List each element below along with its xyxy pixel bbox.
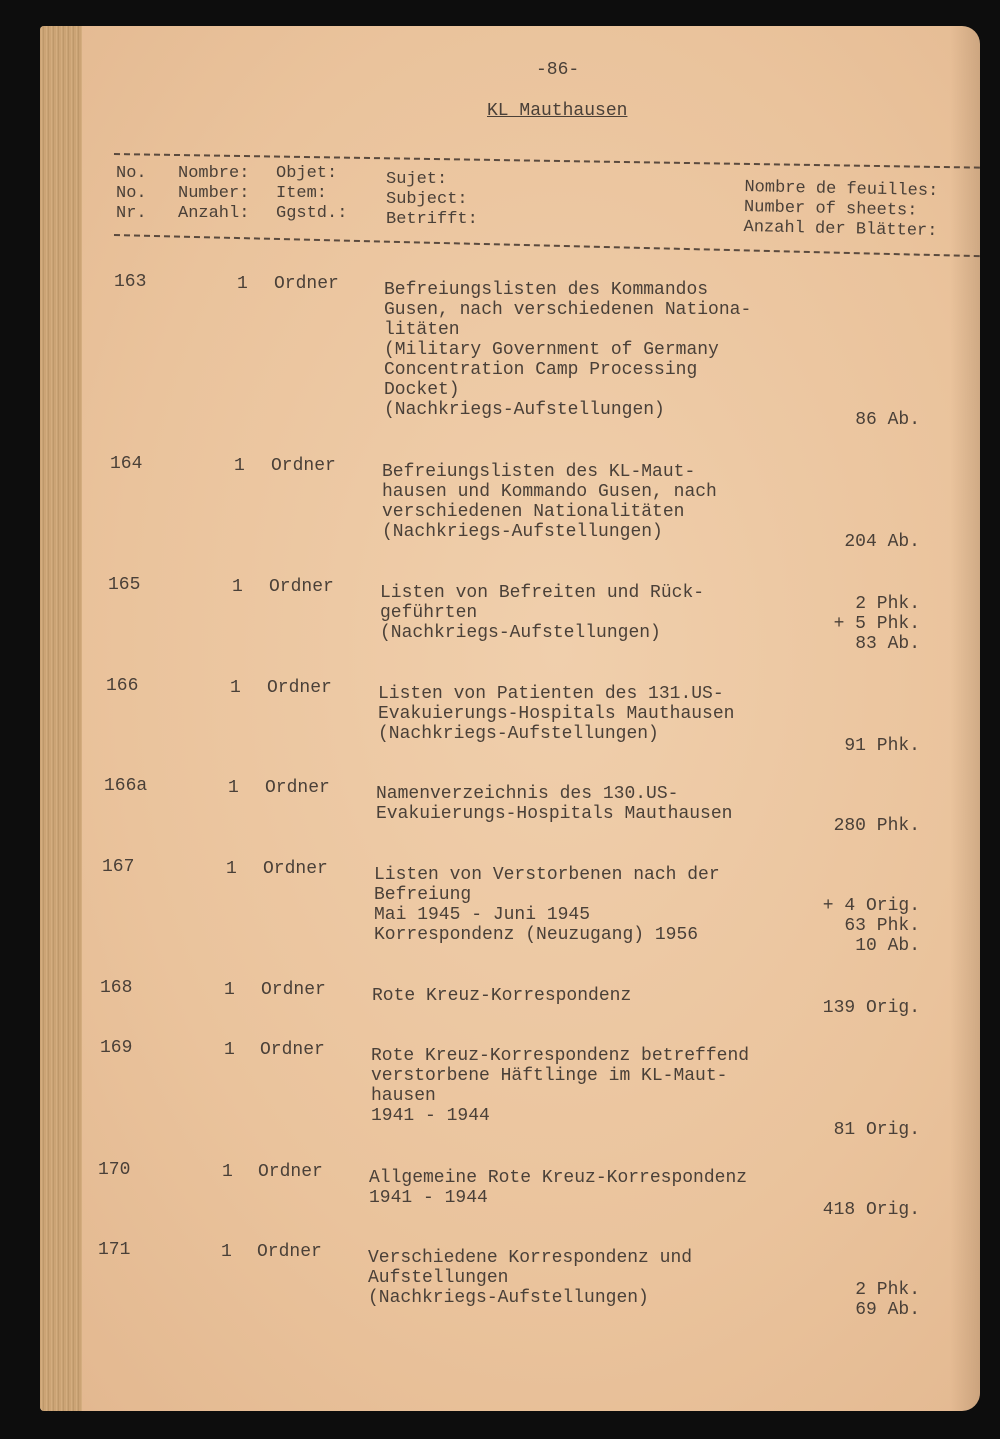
entry-number: 170 (98, 1160, 131, 1180)
entry-description (384, 280, 751, 420)
entry-number: 166a (104, 776, 148, 796)
description-line: verschiedenen Nationalitäten (382, 502, 685, 522)
description-line: Allgemeine Rote Kreuz-Korrespondenz (369, 1168, 748, 1188)
sheet-count: 63 Phk. (844, 916, 920, 936)
header-sheets: Nombre de feuilles: Number of sheets: Anzahl der Blätter: (743, 178, 939, 242)
sheet-count: 83 Ab. (855, 634, 920, 654)
entry-description (368, 1248, 692, 1308)
entry-count: 1 (222, 1162, 233, 1182)
entry-description (376, 784, 732, 824)
description-line: (Nachkriegs-Aufstellungen) (368, 1288, 649, 1308)
entry-description (374, 865, 720, 945)
entry-description (378, 684, 734, 744)
description-line: Evakuierungs-Hospitals Mauthausen (378, 704, 735, 724)
sheet-count: 69 Ab. (855, 1300, 920, 1320)
sheet-count: 418 Orig. (822, 1200, 920, 1220)
entry-item: Ordner (265, 778, 330, 798)
description-line: Mai 1945 - Juni 1945 (374, 905, 591, 925)
entry-description (371, 1046, 749, 1126)
description-line: Namenverzeichnis des 130.US- (376, 784, 679, 804)
sheet-count: 2 Phk. (855, 1280, 920, 1300)
entry-count: 1 (226, 859, 237, 879)
entry-item: Ordner (257, 1242, 322, 1262)
header-subject: Sujet: Subject: Betrifft: (386, 170, 478, 229)
entry-description (369, 1168, 747, 1208)
entry-number: 165 (108, 575, 141, 595)
description-line: (Nachkriegs-Aufstellungen) (382, 522, 663, 542)
description-line: Listen von Befreiten und Rück- (380, 583, 705, 603)
entry-item: Ordner (274, 274, 339, 294)
entry-item: Ordner (267, 678, 332, 698)
description-line: litäten (384, 320, 460, 340)
entry-item: Ordner (271, 456, 336, 476)
entry-item: Ordner (263, 859, 328, 879)
sheet-count: + 5 Phk. (833, 614, 920, 634)
entry-description (380, 583, 704, 643)
header-item: Objet: Item: Ggstd.: (276, 164, 348, 223)
description-line: Listen von Patienten des 131.US- (378, 684, 724, 704)
sheet-count: 204 Ab. (844, 532, 920, 552)
description-line: Listen von Verstorbenen nach der (374, 865, 720, 885)
entry-number: 166 (106, 676, 139, 696)
description-line: (Nachkriegs-Aufstellungen) (380, 623, 661, 643)
entry-description (382, 462, 717, 542)
sheet-count: 86 Ab. (855, 410, 920, 430)
entry-number: 168 (100, 978, 133, 998)
description-line: 1941 - 1944 (371, 1106, 490, 1126)
page-shadow (950, 26, 980, 1411)
document-page (40, 26, 980, 1411)
entry-count: 1 (224, 1040, 235, 1060)
description-line: Concentration Camp Processing (384, 360, 698, 380)
description-line: (Nachkriegs-Aufstellungen) (384, 400, 665, 420)
sheet-count: 81 Orig. (833, 1120, 920, 1140)
description-line: Rote Kreuz-Korrespondenz (372, 986, 632, 1006)
entry-item: Ordner (269, 577, 334, 597)
description-line: Korrespondenz (Neuzugang) 1956 (374, 925, 699, 945)
entry-number: 169 (100, 1038, 133, 1058)
header-number: Nombre: Number: Anzahl: (178, 164, 250, 223)
entry-number: 167 (102, 857, 135, 877)
description-line: (Nachkriegs-Aufstellungen) (378, 724, 659, 744)
sheet-count: 280 Phk. (833, 816, 920, 836)
entry-item: Ordner (258, 1162, 323, 1182)
page-title: KL Mauthausen (487, 101, 628, 121)
description-line: (Military Government of Germany (384, 340, 719, 360)
entry-item: Ordner (260, 1040, 325, 1060)
description-line: hausen (371, 1086, 436, 1106)
entry-count: 1 (230, 678, 241, 698)
sheet-count: 139 Orig. (822, 998, 920, 1018)
description-line: Aufstellungen (368, 1268, 509, 1288)
sheet-count: 91 Phk. (844, 736, 920, 756)
description-line: Evakuierungs-Hospitals Mauthausen (376, 804, 733, 824)
entry-description (372, 986, 631, 1006)
entry-number: 171 (98, 1240, 131, 1260)
description-line: Rote Kreuz-Korrespondenz betreffend (371, 1046, 750, 1066)
entry-count: 1 (234, 456, 245, 476)
sheet-count: + 4 Orig. (822, 896, 920, 916)
entry-count: 1 (221, 1242, 232, 1262)
entry-number: 164 (110, 454, 143, 474)
entry-count: 1 (237, 274, 248, 294)
description-line: hausen und Kommando Gusen, nach (382, 482, 717, 502)
entry-item: Ordner (261, 980, 326, 1000)
description-line: Befreiungslisten des KL-Maut- (382, 462, 696, 482)
entry-count: 1 (232, 577, 243, 597)
page-number: -86- (536, 60, 580, 80)
page-edge (40, 26, 82, 1411)
sheet-count: 10 Ab. (855, 936, 920, 956)
description-line: Befreiung (374, 885, 472, 905)
description-line: 1941 - 1944 (369, 1188, 488, 1208)
description-line: Gusen, nach verschiedenen Nationa- (384, 300, 752, 320)
description-line: Befreiungslisten des Kommandos (384, 280, 709, 300)
description-line: Verschiedene Korrespondenz und (368, 1248, 693, 1268)
entry-count: 1 (224, 980, 235, 1000)
description-line: geführten (380, 603, 478, 623)
description-line: verstorbene Häftlinge im KL-Maut- (371, 1066, 728, 1086)
entry-count: 1 (228, 778, 239, 798)
sheet-count: 2 Phk. (855, 594, 920, 614)
header-no: No. No. Nr. (116, 164, 147, 223)
entry-number: 163 (114, 272, 147, 292)
description-line: Docket) (384, 380, 460, 400)
